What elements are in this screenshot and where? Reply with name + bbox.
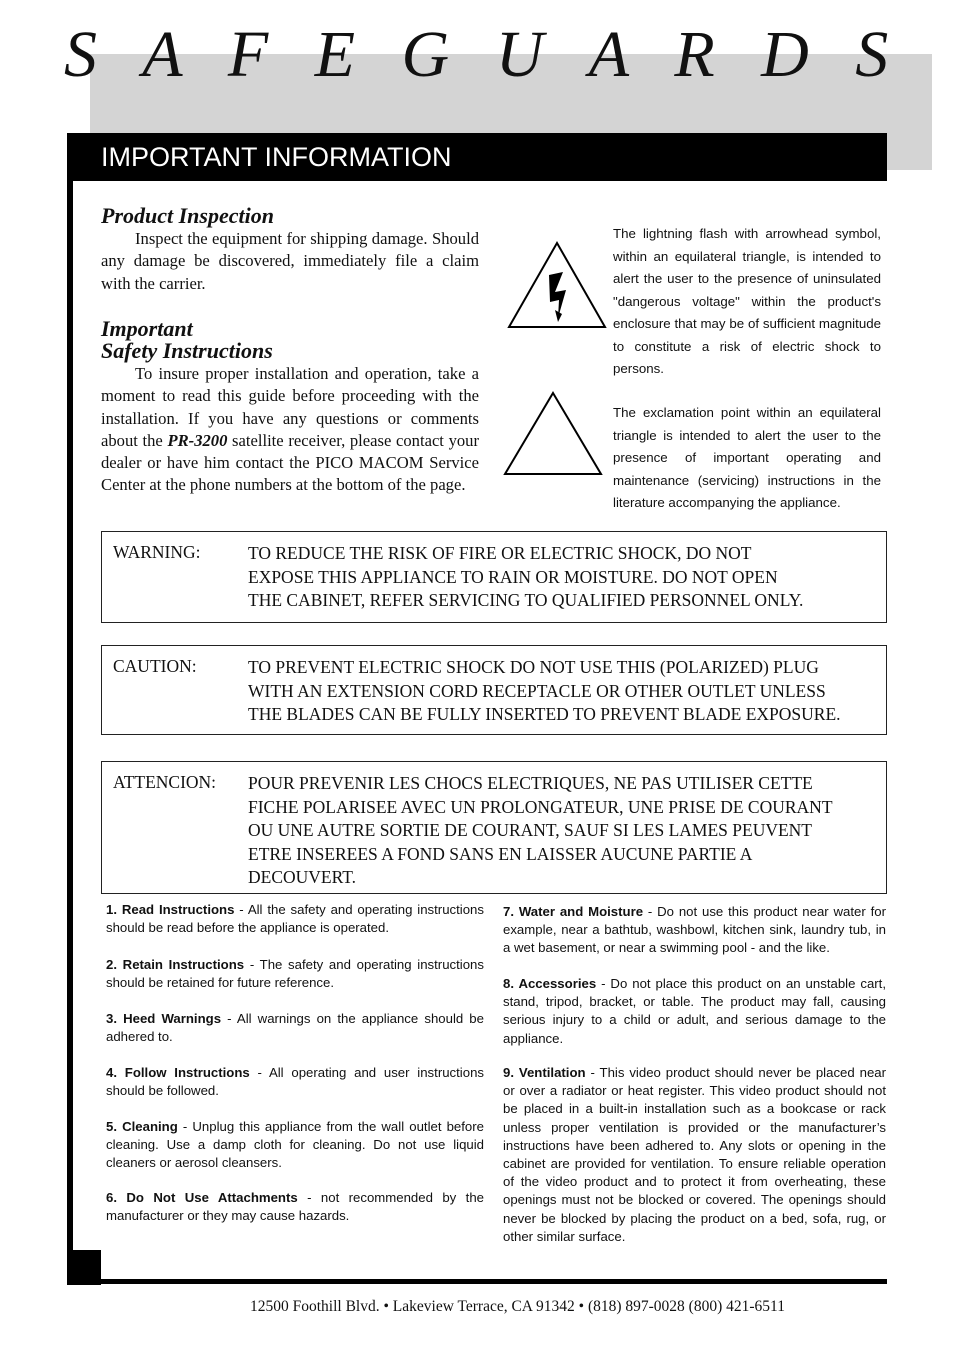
warning-line: THE CABINET, REFER SERVICING TO QUALIFIED PERSONNEL ONLY. (248, 590, 804, 610)
attencion-line: ETRE INSEREES A FOND SANS EN LAISSER AUCUNE PARTIE A (248, 843, 753, 864)
product-inspection-heading: Product Inspection (101, 203, 274, 228)
left-border-rule (67, 133, 73, 1285)
instruction-text: - The safety and operating instructions should be retained for future reference. (106, 957, 484, 991)
instruction-title: 1. Read Instructions (106, 902, 235, 917)
instruction-item (106, 1010, 484, 1046)
section-banner (67, 133, 887, 181)
instruction-text: - Do not use this product near water for example, near a bathtub, washbowl, kitchen sink, laundry tub, in a wet basement, or near a swimming pool - and the like. (503, 904, 886, 956)
attencion-line: OU UNE AUTRE SORTIE DE COURANT, SAUF SI LES LAMES PEUVENT (248, 820, 812, 840)
exclamation-triangle-icon (503, 391, 603, 476)
instruction-title: 8. Accessories (503, 976, 597, 991)
instruction-title: 3. Heed Warnings (106, 1011, 222, 1026)
warning-line: EXPOSE THIS APPLIANCE TO RAIN OR MOISTURE. DO NOT OPEN (248, 566, 778, 587)
caution-line: TO PREVENT ELECTRIC SHOCK DO NOT USE THIS (POLARIZED) PLUG (248, 657, 819, 677)
instruction-text: - All operating and user instructions should be followed. (106, 1065, 484, 1099)
product-inspection-text: Inspect the equipment for shipping damage. Should any damage be discovered, immediately file a claim with the carrier. (101, 229, 479, 293)
safety-heading-line2: Safety Instructions (101, 338, 273, 363)
safety-text-post: satellite receiver, please contact your dealer or have him contact the PICO MACOM Service Center at the phone numbers at the bottom of the page. (101, 430, 479, 495)
instruction-text: - Unplug this appliance from the wall outlet before cleaning. Use a damp cloth for cleaning. Do not use liquid cleaners or aerosol cleansers. (106, 1119, 484, 1171)
instruction-item (106, 956, 484, 992)
instruction-item (106, 901, 484, 937)
footer-address: 12500 Foothill Blvd. • Lakeview Terrace, CA 91342 • (818) 897-0028 (800) 421-6511 (250, 1298, 785, 1315)
warning-label: WARNING: (113, 542, 201, 562)
safety-heading-line1: Important (101, 316, 193, 341)
attencion-line: DECOUVERT. (248, 867, 356, 887)
banner-label: IMPORTANT INFORMATION (101, 142, 452, 172)
warning-text (248, 542, 803, 613)
attencion-text (248, 772, 833, 890)
page-title: S A F E G U A R D S (64, 18, 904, 91)
caution-line: WITH AN EXTENSION CORD RECEPTACLE OR OTHER OUTLET UNLESS (248, 680, 826, 701)
warning-line: TO REDUCE THE RISK OF FIRE OR ELECTRIC SHOCK, DO NOT (248, 543, 752, 563)
bottom-rule (67, 1279, 887, 1284)
lightning-description: The lightning flash with arrowhead symbol, within an equilateral triangle, is intended to alert the user to the presence of uninsulated "dangerous voltage" within the product's enclosure that may be of sufficient magnitude to constitute a risk of electric shock to persons. (613, 226, 881, 376)
instruction-title: 5. Cleaning (106, 1119, 178, 1134)
instruction-item (503, 903, 886, 958)
instruction-text: - All warnings on the appliance should be adhered to. (106, 1011, 484, 1045)
caution-text (248, 656, 841, 727)
lightning-triangle-icon (506, 240, 608, 330)
attencion-label: ATTENCION: (113, 772, 217, 792)
instruction-text: - All the safety and operating instructions should be read before the appliance is operated. (106, 902, 484, 936)
instruction-title: 4. Follow Instructions (106, 1065, 250, 1080)
instruction-item (106, 1064, 484, 1100)
instruction-text: - not recommended by the manufacturer or they may cause hazards. (106, 1190, 484, 1224)
exclamation-description: The exclamation point within an equilateral triangle is intended to alert the user to the presence of important operating and maintenance (servicing) instructions in the literature accompanying the appliance. (613, 405, 881, 510)
model-number: PR-3200 (167, 430, 228, 450)
safety-text-pre: To insure proper installation and operation, take a moment to read this guide before proceeding with the installation. If you have any questions or comments about the (101, 364, 479, 450)
caution-line: THE BLADES CAN BE FULLY INSERTED TO PREVENT BLADE EXPOSURE. (248, 704, 841, 724)
instruction-item (106, 1118, 484, 1173)
instruction-title: 9. Ventilation (503, 1065, 586, 1080)
attencion-box (101, 761, 887, 894)
instruction-item (503, 1064, 886, 1246)
safety-instructions-text (101, 363, 479, 497)
instruction-text: - Do not place this product on an unstable cart, stand, tripod, bracket, or table. The product may fall, causing serious injury to a child or adult, and serious damage to the appliance. (503, 976, 886, 1046)
attencion-line: FICHE POLARISEE AVEC UN PROLONGATEUR, UNE PRISE DE COURANT (248, 796, 833, 817)
instruction-title: 2. Retain Instructions (106, 957, 245, 972)
instruction-title: 6. Do Not Use Attachments (106, 1190, 298, 1205)
caution-box (101, 645, 887, 735)
warning-box (101, 531, 887, 623)
attencion-line: POUR PREVENIR LES CHOCS ELECTRIQUES, NE PAS UTILISER CETTE (248, 773, 813, 793)
instruction-item (106, 1189, 484, 1225)
caution-label: CAUTION: (113, 656, 197, 676)
instruction-text: - This video product should never be placed near or over a radiator or heat register. This video product should not be placed in a built-in installation such as a bookcase or rack unless proper ventilation is provided or the manufacturer’s instructions have been adhered to. Any slots or opening in the cabinet are provided for ventilation. To ensure reliable operation of the video product and to protect it from overheating, these openings must not be blocked or covered. The openings should never be blocked by placing the product on a bed, sofa, rug, or other similar surface. (503, 1065, 886, 1244)
instruction-title: 7. Water and Moisture (503, 904, 644, 919)
instruction-item (503, 975, 886, 1048)
